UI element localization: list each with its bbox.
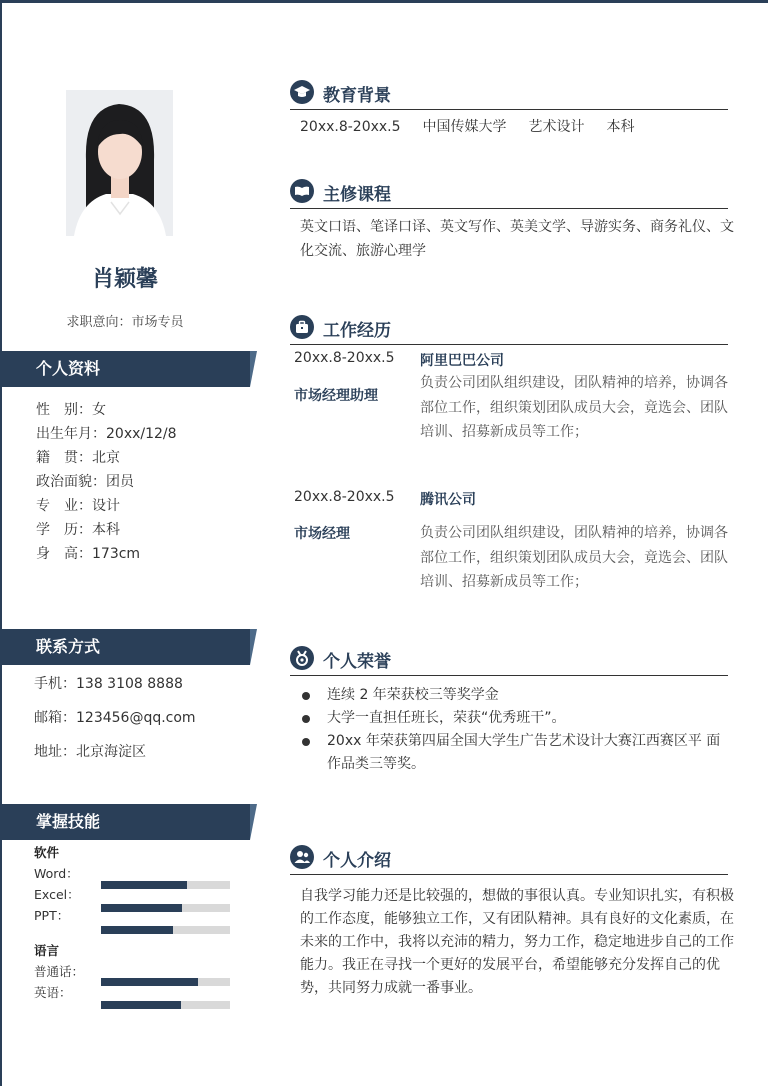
- education-school: 中国传媒大学: [422, 119, 507, 135]
- info-row-major: [36, 494, 177, 518]
- heading-tab-decoration: [250, 351, 257, 387]
- honors-list: [300, 684, 730, 776]
- job-description: 负责公司团队组织建设，团队精神的培养，协调各部位工作，组织策划团队成员大会，竟选会、团队培训、招募新成员等工作；: [420, 525, 728, 590]
- job-role: 市场经理助理: [294, 388, 378, 404]
- job-intent: [0, 311, 250, 330]
- contact-label: 手机：: [34, 676, 76, 692]
- job-description: 负责公司团队组织建设，团队精神的培养，协调各部位工作，组织策划团队成员大会，竟选会、团队培训、招募新成员等工作；: [420, 375, 728, 440]
- contact-title: 联系方式: [36, 637, 101, 656]
- info-label: 籍 贯：: [36, 450, 92, 466]
- contact-email: [34, 701, 196, 735]
- about-title: 个人介绍: [323, 851, 391, 871]
- courses-section-title: [290, 176, 728, 209]
- info-value: 173cm: [92, 546, 141, 562]
- info-row-birth: [36, 422, 177, 446]
- skill-bar-english: [101, 1001, 230, 1009]
- info-label: 身 高：: [36, 546, 92, 562]
- education-section-title: [290, 77, 728, 110]
- info-value: 北京: [92, 450, 120, 466]
- info-label: 政治面貌：: [36, 474, 106, 490]
- info-row-degree: [36, 518, 177, 542]
- info-label: 性 别：: [36, 402, 92, 418]
- job-company: 腾讯公司: [420, 492, 476, 508]
- personal-info-list: [36, 398, 177, 566]
- briefcase-icon: [290, 315, 314, 339]
- personal-info-heading: [0, 351, 250, 387]
- info-label: 专 业：: [36, 498, 92, 514]
- profile-photo: [66, 90, 173, 236]
- honors-section-title: [290, 643, 728, 676]
- skill-label-excel: Excel：: [34, 887, 80, 902]
- honor-text: 20xx 年荣获第四届全国大学生广告艺术设计大赛江西赛区平 面作品类三等奖。: [327, 733, 721, 772]
- education-degree: 本科: [606, 119, 635, 135]
- bullet-icon: [302, 715, 310, 723]
- skill-bar-fill: [101, 904, 182, 912]
- education-period: 20xx.8-20xx.5: [300, 119, 401, 135]
- contact-value: 138 3108 8888: [76, 676, 183, 692]
- info-label: 学 历：: [36, 522, 92, 538]
- info-value: 设计: [92, 498, 120, 514]
- bullet-icon: [302, 738, 310, 746]
- contact-heading: [0, 629, 250, 665]
- work-title: 工作经历: [323, 321, 391, 341]
- skill-bar-fill: [101, 881, 187, 889]
- job-period: 20xx.8-20xx.5: [294, 350, 395, 366]
- bullet-icon: [302, 692, 310, 700]
- graduation-cap-icon: [290, 80, 314, 104]
- education-entry: [300, 116, 657, 136]
- work-section-title: [290, 312, 728, 345]
- job-intent-label: 求职意向：: [66, 315, 132, 330]
- top-border: [0, 0, 768, 3]
- people-icon: [290, 845, 314, 869]
- skill-label-mandarin: 普通话：: [34, 964, 85, 979]
- honor-text: 连续 2 年荣获校三等奖学金: [327, 687, 499, 703]
- contact-label: 邮箱：: [34, 710, 76, 726]
- skill-bar-word: [101, 881, 230, 889]
- software-group-title: 软件: [34, 845, 60, 860]
- info-value: 20xx/12/8: [106, 426, 177, 442]
- language-group-title: 语言: [34, 943, 60, 958]
- contact-phone: [34, 667, 196, 701]
- info-row-gender: [36, 398, 177, 422]
- skill-label-word: Word：: [34, 866, 79, 881]
- about-text: 自我学习能力还是比较强的，想做的事很认真。专业知识扎实，有积极的工作态度，能够独立工作，又有团队精神。具有良好的文化素质，在未来的工作中，我将以充沛的精力，努力工作，稳定地进步自己的工作能力。我正在寻找一个更好的发展平台，希望能够充分发挥自己的优势，共同努力成就一番事业。: [300, 888, 734, 996]
- skill-bar-ppt: [101, 926, 230, 934]
- courses-title: 主修课程: [323, 185, 391, 205]
- honors-title: 个人荣誉: [323, 652, 391, 672]
- job-company: 阿里巴巴公司: [420, 353, 504, 369]
- honor-item: [300, 684, 730, 707]
- skill-bar-mandarin: [101, 978, 230, 986]
- contact-value: 北京海淀区: [76, 744, 146, 760]
- honor-text: 大学一直担任班长，荣获“优秀班干”。: [327, 710, 566, 726]
- contact-label: 地址：: [34, 744, 76, 760]
- info-value: 本科: [92, 522, 120, 538]
- info-value: 团员: [106, 474, 134, 490]
- job-intent-value: 市场专员: [131, 315, 184, 330]
- job-role: 市场经理: [294, 526, 350, 542]
- open-book-icon: [290, 179, 314, 203]
- info-row-origin: [36, 446, 177, 470]
- job-period: 20xx.8-20xx.5: [294, 489, 395, 505]
- heading-tab-decoration: [250, 804, 257, 840]
- education-major: 艺术设计: [528, 119, 585, 135]
- candidate-name: 肖颖馨: [91, 267, 158, 292]
- skill-bar-fill: [101, 926, 173, 934]
- left-border: [0, 0, 2, 1086]
- skills-heading: [0, 804, 250, 840]
- info-label: 出生年月：: [36, 426, 106, 442]
- education-title: 教育背景: [323, 86, 391, 106]
- skill-label-ppt: PPT：: [34, 908, 70, 923]
- skill-label-english: 英语：: [34, 985, 72, 1000]
- heading-tab-decoration: [250, 629, 257, 665]
- skill-bar-fill: [101, 978, 198, 986]
- honor-item: [300, 730, 730, 776]
- info-row-height: [36, 542, 177, 566]
- medal-icon: [290, 646, 314, 670]
- courses-text: 英文口语、笔译口译、英文写作、英美文学、导游实务、商务礼仪、文化交流、旅游心理学: [300, 219, 734, 259]
- skill-bar-excel: [101, 904, 230, 912]
- contact-address: [34, 735, 196, 769]
- skills-title: 掌握技能: [36, 812, 101, 831]
- info-value: 女: [92, 402, 106, 418]
- personal-info-title: 个人资料: [36, 359, 101, 378]
- honor-item: [300, 707, 730, 730]
- contact-list: [34, 667, 196, 769]
- info-row-politics: [36, 470, 177, 494]
- about-section-title: [290, 842, 728, 875]
- contact-value: 123456@qq.com: [76, 710, 196, 726]
- skill-bar-fill: [101, 1001, 181, 1009]
